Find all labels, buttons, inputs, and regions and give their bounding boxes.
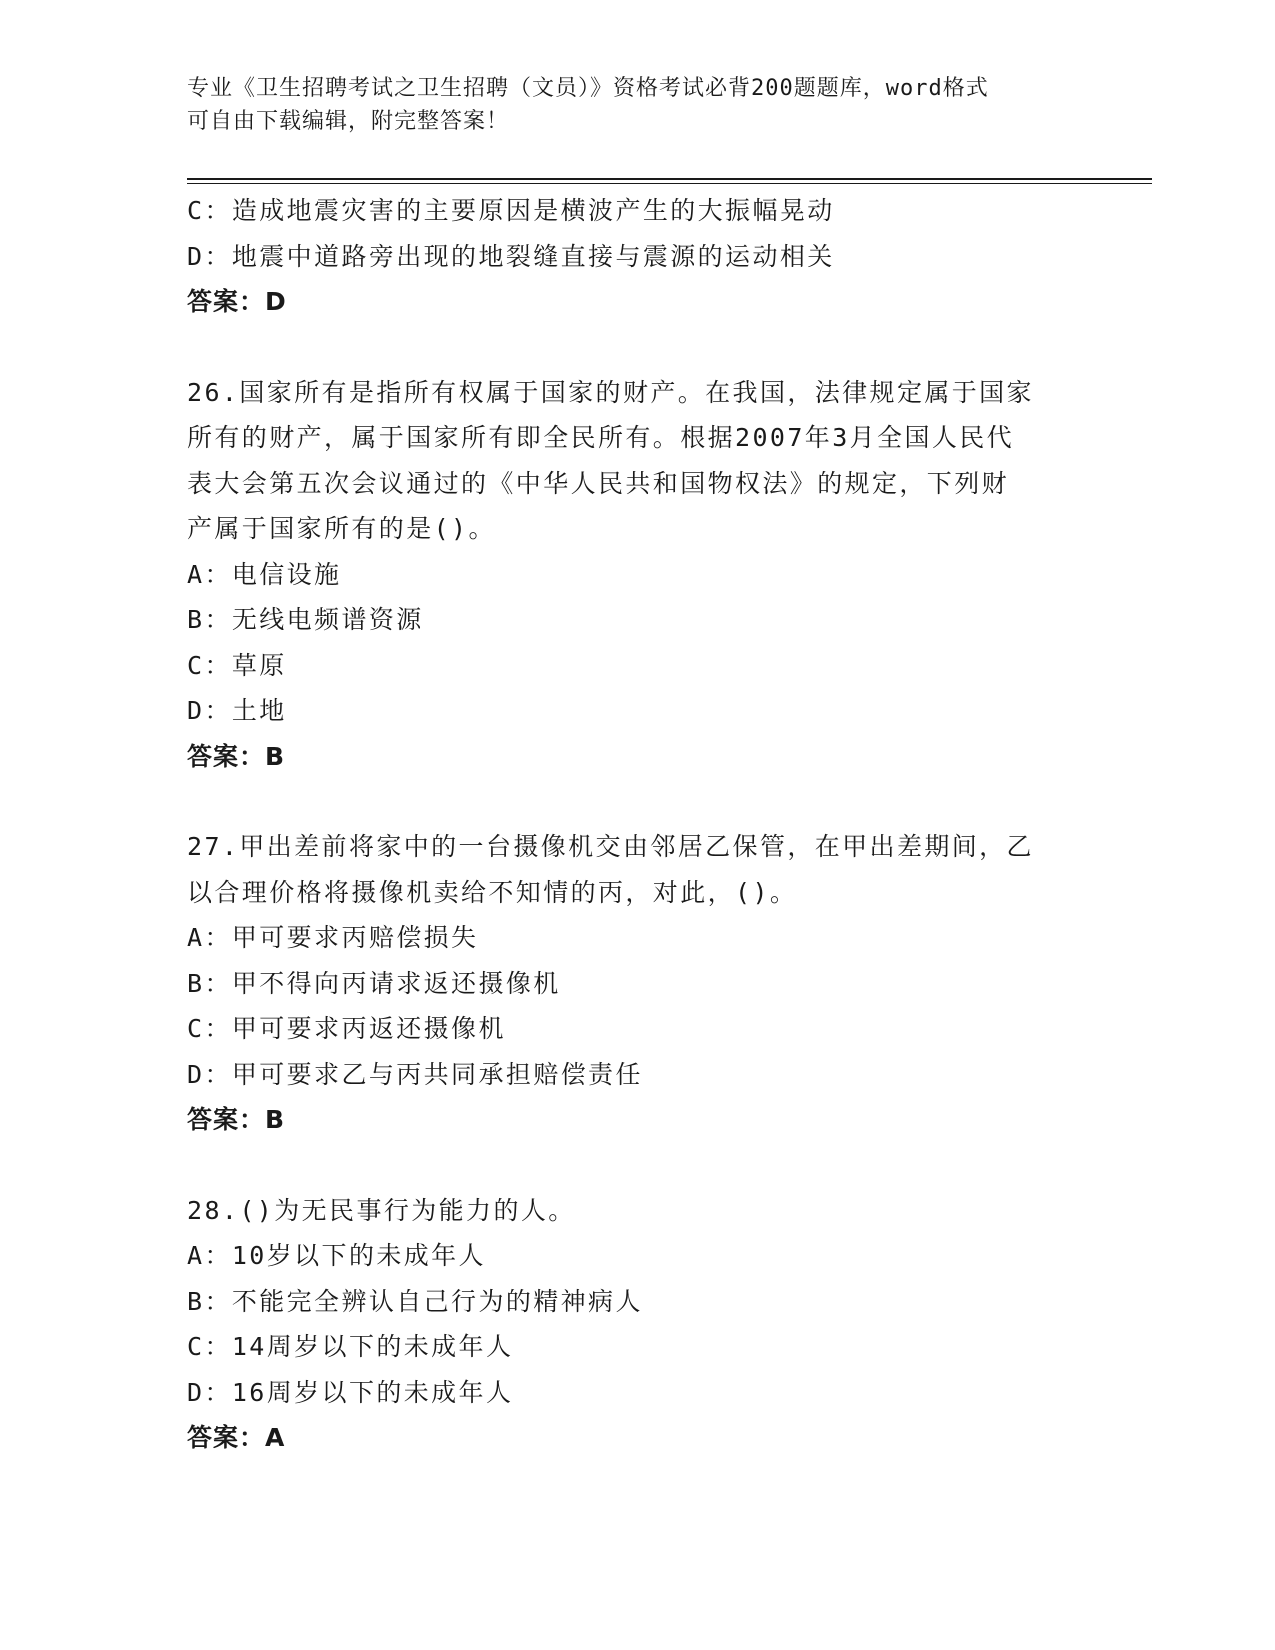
header-divider-thick: [187, 178, 1152, 180]
option-d: D：地震中道路旁出现的地裂缝直接与震源的运动相关: [187, 241, 835, 271]
option-c: C：14周岁以下的未成年人: [187, 1332, 514, 1361]
question-stem-line: 所有的财产，属于国家所有即全民所有。根据2007年3月全国人民代: [187, 423, 1015, 452]
question-stem-line: 产属于国家所有的是()。: [187, 514, 496, 543]
answer-line: 答案：B: [187, 1105, 286, 1134]
question-stem-line: 以合理价格将摄像机卖给不知情的丙，对此，()。: [187, 877, 798, 907]
header-title-line-2: 可自由下载编辑，附完整答案！: [187, 109, 510, 134]
option-d: D：土地: [187, 696, 287, 725]
question-stem-line: 26.国家所有是指所有权属于国家的财产。在我国，法律规定属于国家: [187, 377, 1034, 407]
option-d: D：甲可要求乙与丙共同承担赔偿责任: [187, 1059, 643, 1089]
page-header: [187, 72, 1087, 138]
option-b: B：不能完全辨认自己行为的精神病人: [187, 1286, 643, 1316]
question-stem-line: 28.()为无民事行为能力的人。: [187, 1195, 576, 1225]
spacer: [187, 325, 1087, 370]
option-c: C：造成地震灾害的主要原因是横波产生的大振幅晃动: [187, 196, 835, 225]
option-a: A：甲可要求丙赔偿损失: [187, 923, 479, 952]
question-list: [187, 188, 1087, 1461]
option-a: A：10岁以下的未成年人: [187, 1241, 486, 1270]
question-block-25-continued: [187, 188, 1087, 325]
answer-line: 答案：B: [187, 741, 286, 771]
answer-line: 答案：A: [187, 1423, 286, 1452]
question-block-26: [187, 370, 1087, 780]
spacer: [187, 779, 1087, 824]
option-c: C：甲可要求丙返还摄像机: [187, 1014, 506, 1043]
spacer: [187, 1143, 1087, 1188]
option-c: C：草原: [187, 650, 287, 680]
header-divider-thin: [187, 183, 1152, 184]
option-b: B：甲不得向丙请求返还摄像机: [187, 968, 561, 998]
answer-line: 答案：D: [187, 287, 287, 316]
question-block-28: [187, 1188, 1087, 1461]
option-a: A：电信设施: [187, 559, 342, 589]
option-b: B：无线电频谱资源: [187, 605, 424, 634]
question-block-27: [187, 824, 1087, 1143]
header-title-line-1: 专业《卫生招聘考试之卫生招聘（文员）》资格考试必背200题题库，word格式: [187, 76, 989, 101]
question-stem-line: 27.甲出差前将家中的一台摄像机交由邻居乙保管，在甲出差期间，乙: [187, 832, 1034, 861]
question-stem-line: 表大会第五次会议通过的《中华人民共和国物权法》的规定，下列财: [187, 468, 1010, 498]
option-d: D：16周岁以下的未成年人: [187, 1377, 514, 1407]
